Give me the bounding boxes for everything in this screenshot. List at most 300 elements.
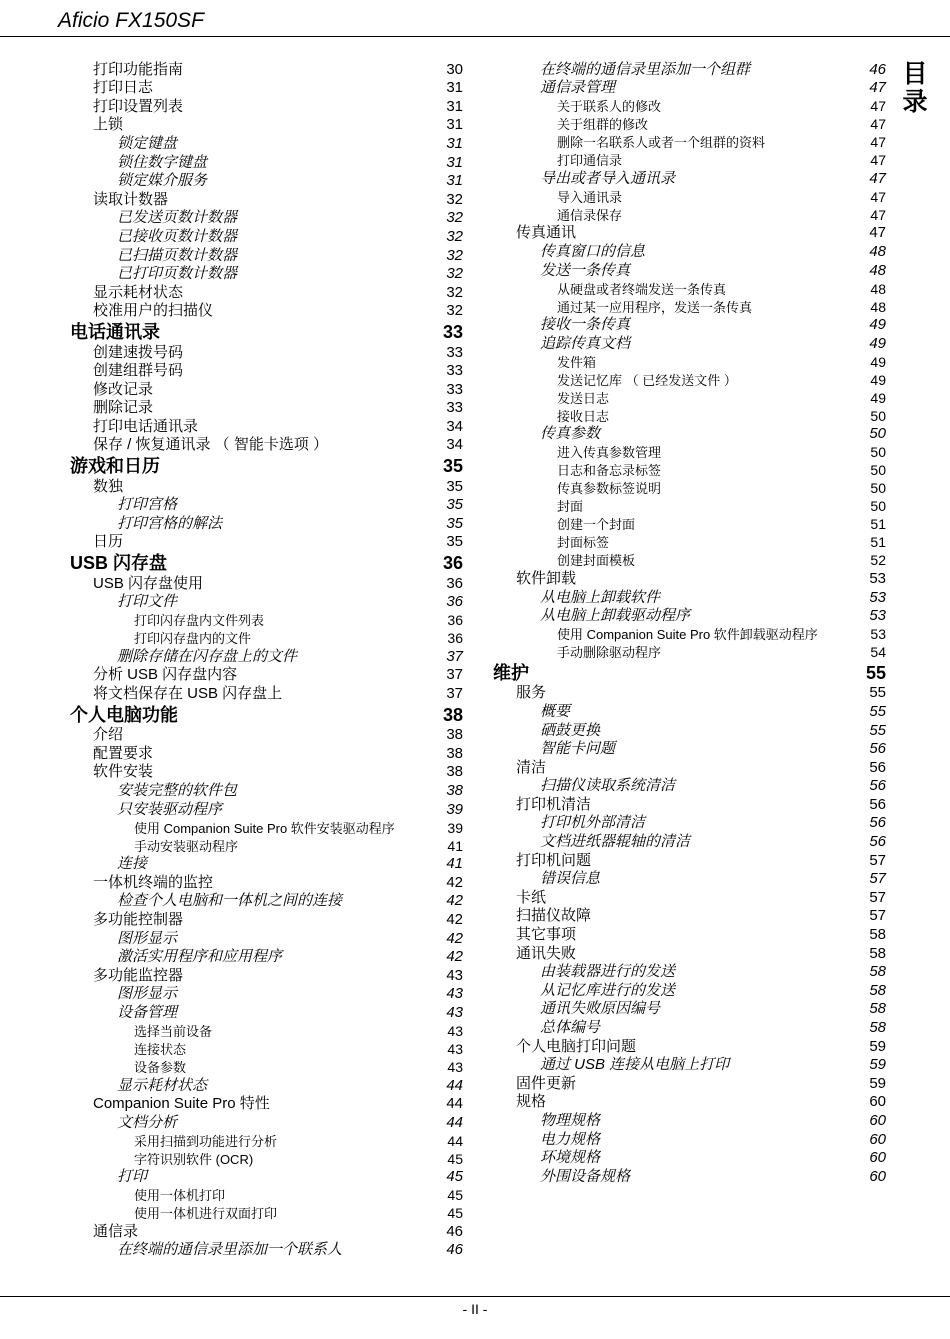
toc-entry-title: 打印设置列表 [93,97,184,115]
toc-entry-title: 数独 [93,477,124,495]
toc-entry[interactable] [493,924,886,943]
toc-entry-page: 57 [869,870,886,888]
toc-entry-page: 32 [446,190,463,208]
toc-entry-title: 删除一名联系人或者一个组群的资料 [557,135,766,151]
toc-entry-title: 通过 USB 连接从电脑上打印 [540,1056,730,1074]
toc-entry[interactable] [493,999,886,1018]
toc-entry[interactable] [70,1075,463,1094]
toc-entry[interactable] [70,947,463,966]
toc-entry[interactable] [70,872,463,891]
toc-entry-page: 31 [446,116,463,134]
toc-entry-page: 38 [446,781,463,799]
toc-entry-title: 打印 [117,1168,148,1186]
toc-entry-page: 60 [869,1149,886,1167]
toc-entry[interactable] [493,869,886,888]
toc-entry[interactable] [70,245,463,264]
toc-entry-page: 35 [446,496,463,514]
toc-entry[interactable] [70,301,463,320]
toc-entry-page: 57 [869,888,886,906]
toc-entry[interactable] [493,720,886,739]
toc-entry[interactable] [493,943,886,962]
toc-entry[interactable] [70,1039,463,1057]
toc-entry-page: 47 [870,188,886,205]
toc-entry[interactable] [493,568,886,587]
toc-entry-title: 介绍 [93,726,124,744]
toc-entry-title: 传真参数 [540,425,601,443]
toc-entry-page: 53 [869,588,886,606]
toc-entry-page: 33 [446,380,463,398]
toc-entry[interactable] [70,342,463,361]
section-tab-char: 目 [902,59,928,88]
toc-chapter-entry[interactable] [70,702,463,725]
toc-entry-title: USB 闪存盘 [70,553,168,574]
toc-entry[interactable] [70,435,463,454]
toc-entry-page: 56 [869,814,886,832]
toc-entry[interactable] [70,780,463,799]
toc-column-right [493,59,886,1185]
toc-entry[interactable] [493,776,886,795]
toc-entry[interactable] [493,701,886,720]
toc-entry[interactable] [70,984,463,1003]
toc-entry[interactable] [493,550,886,568]
toc-entry-title: 分析 USB 闪存盘内容 [93,666,238,684]
toc-entry-title: 规格 [516,1093,547,1111]
page-number: - II - [462,1301,488,1317]
toc-entry-title: 多功能监控器 [93,966,184,984]
toc-entry-title: 使用 Companion Suite Pro 软件卸载驱动程序 [557,627,818,643]
toc-entry-page: 56 [869,833,886,851]
toc-entry[interactable] [70,725,463,744]
toc-entry[interactable] [70,1112,463,1131]
toc-entry-page: 38 [446,744,463,762]
toc-entry[interactable] [70,1203,463,1221]
toc-entry-page: 32 [446,227,463,245]
toc-entry-page: 58 [869,963,886,981]
toc-entry[interactable] [70,1185,463,1203]
toc-entry-page: 48 [869,242,886,260]
toc-entry[interactable] [493,606,886,625]
toc-entry-page: 55 [865,662,886,683]
toc-entry-page: 57 [869,851,886,869]
toc-entry[interactable] [493,460,886,478]
toc-entry[interactable] [70,171,463,190]
toc-entry-title: 已发送页数计数器 [117,209,238,227]
toc-entry[interactable] [493,757,886,776]
toc-entry-title: 文档分析 [117,1113,178,1131]
toc-entry[interactable] [493,683,886,702]
toc-entry[interactable] [493,831,886,850]
toc-entry-title: 锁住数字键盘 [117,153,208,171]
toc-chapter-entry[interactable] [493,660,886,683]
toc-entry[interactable] [493,1073,886,1092]
toc-entry-page: 45 [446,1168,463,1186]
toc-entry-page: 56 [869,740,886,758]
toc-entry[interactable] [493,241,886,260]
toc-entry-title: 打印机问题 [516,851,592,869]
toc-entry-title: 软件安装 [93,763,154,781]
toc-entry-page: 54 [870,644,886,661]
toc-entry[interactable] [70,743,463,762]
toc-entry[interactable] [70,665,463,684]
footer-divider [0,1296,950,1297]
toc-entry-title: 手动安装驱动程序 [134,838,239,854]
toc-entry-page: 38 [446,726,463,744]
toc-entry[interactable] [493,813,886,832]
toc-entry-page: 35 [442,456,463,477]
toc-entry-page: 56 [869,795,886,813]
toc-entry-page: 50 [870,444,886,461]
toc-entry-title: 创建封面模板 [557,553,636,569]
toc-entry[interactable] [70,282,463,301]
toc-entry-title: 打印机外部清洁 [540,814,646,832]
toc-entry-page: 47 [869,79,886,97]
toc-entry[interactable] [493,297,886,315]
toc-entry[interactable] [493,1129,886,1148]
toc-entry-page: 59 [869,1056,886,1074]
toc-entry-page: 48 [870,280,886,297]
toc-entry-title: 电力规格 [540,1130,601,1148]
toc-entry-page: 47 [870,206,886,223]
toc-entry-title: 选择当前设备 [134,1023,213,1039]
toc-entry[interactable] [493,642,886,660]
toc-entry[interactable] [70,532,463,551]
toc-entry-page: 60 [869,1167,886,1185]
toc-entry[interactable] [493,132,886,150]
toc-entry-title: 采用扫描到功能进行分析 [134,1133,278,1149]
toc-entry[interactable] [493,1036,886,1055]
toc-entry-page: 52 [870,552,886,569]
toc-entry-title: 封面 [557,499,584,515]
toc-entry[interactable] [70,592,463,611]
toc-entry-page: 49 [870,353,886,370]
toc-entry-title: 清洁 [516,758,547,776]
toc-entry-title: Companion Suite Pro 特性 [93,1095,270,1113]
toc-entry-page: 50 [870,498,886,515]
toc-entry-page: 43 [447,1022,463,1039]
toc-entry[interactable] [493,478,886,496]
toc-entry-page: 56 [869,777,886,795]
toc-entry-title: 打印闪存盘内的文件 [134,631,252,647]
toc-entry-page: 49 [869,316,886,334]
toc-entry-page: 33 [446,362,463,380]
toc-entry[interactable] [70,1131,463,1149]
toc-entry[interactable] [70,1149,463,1167]
toc-entry[interactable] [493,906,886,925]
toc-entry-title: 连接 [117,855,148,873]
toc-entry[interactable] [493,514,886,532]
toc-entry[interactable] [493,78,886,97]
toc-entry[interactable] [70,1057,463,1075]
toc-entry-page: 49 [869,334,886,352]
toc-entry-page: 44 [447,1132,463,1149]
toc-entry-page: 58 [869,926,886,944]
toc-entry[interactable] [70,264,463,283]
toc-entry[interactable] [70,226,463,245]
toc-entry-page: 55 [869,702,886,720]
toc-entry[interactable] [70,495,463,514]
toc-entry-page: 49 [870,389,886,406]
toc-entry-page: 35 [446,514,463,532]
toc-entry-title: 个人电脑功能 [70,704,178,725]
toc-entry-page: 47 [870,116,886,133]
toc-entry[interactable] [70,96,463,115]
toc-entry[interactable] [493,424,886,443]
toc-entry-title: 配置要求 [93,744,154,762]
toc-entry[interactable] [70,189,463,208]
toc-entry[interactable] [70,115,463,134]
toc-entry-page: 46 [869,60,886,78]
toc-entry-title: 只安装驱动程序 [117,800,223,818]
toc-entry[interactable] [70,1240,463,1259]
toc-entry-title: 通过某一应用程序，发送一条传真 [557,299,753,315]
toc-entry-page: 60 [869,1111,886,1129]
toc-entry-page: 34 [446,436,463,454]
toc-entry-page: 42 [446,873,463,891]
toc-entry-title: 打印功能指南 [93,60,184,78]
toc-entry[interactable] [70,59,463,78]
toc-entry[interactable] [493,59,886,78]
toc-entry[interactable] [70,379,463,398]
toc-entry[interactable] [70,818,463,836]
toc-entry-title: 使用 Companion Suite Pro 软件安装驱动程序 [134,820,395,836]
toc-entry-title: 打印电话通讯录 [93,417,199,435]
toc-entry[interactable] [493,962,886,981]
toc-entry-title: 从记忆库进行的发送 [540,981,676,999]
toc-entry[interactable] [493,1055,886,1074]
toc-entry[interactable] [493,205,886,223]
toc-entry[interactable] [493,333,886,352]
document-header-title: Aficio FX150SF [58,9,204,32]
toc-entry-page: 37 [446,685,463,702]
toc-entry-title: 打印宫格的解法 [117,514,223,532]
toc-entry-title: 已扫描页数计数器 [117,246,238,264]
toc-entry-title: USB 闪存盘使用 [93,574,204,592]
toc-entry[interactable] [70,854,463,873]
toc-entry-page: 43 [446,985,463,1003]
toc-entry-title: 在终端的通信录里添加一个联系人 [117,1241,343,1259]
toc-entry[interactable] [70,1021,463,1039]
toc-entry-title: 设备参数 [134,1059,187,1075]
toc-entry-title: 删除记录 [93,399,154,417]
toc-entry[interactable] [70,646,463,665]
toc-entry-page: 58 [869,944,886,962]
toc-entry-title: 关于组群的修改 [557,117,649,133]
toc-entry[interactable] [70,628,463,646]
toc-entry[interactable] [493,96,886,114]
toc-entry-title: 传真通讯 [516,224,577,242]
toc-entry-page: 50 [870,480,886,497]
toc-entry[interactable] [70,133,463,152]
toc-entry[interactable] [493,150,886,168]
toc-entry[interactable] [493,887,886,906]
toc-entry[interactable] [493,980,886,999]
toc-entry-title: 发送一条传真 [540,261,631,279]
toc-entry[interactable] [493,370,886,388]
toc-entry[interactable] [70,1167,463,1186]
toc-entry-title: 追踪传真文档 [540,334,631,352]
toc-entry-page: 57 [869,907,886,925]
toc-entry-title: 多功能控制器 [93,910,184,928]
toc-entry[interactable] [70,610,463,628]
toc-entry[interactable] [493,388,886,406]
toc-entry-page: 31 [446,134,463,152]
toc-entry-page: 47 [869,169,886,187]
toc-entry-title: 上锁 [93,116,124,134]
toc-entry[interactable] [493,794,886,813]
toc-entry[interactable] [493,624,886,642]
toc-entry-title: 卡纸 [516,888,547,906]
toc-chapter-entry[interactable] [70,550,463,573]
toc-entry-title: 电话通讯录 [70,321,160,342]
toc-entry-title: 导入通讯录 [557,189,623,205]
toc-entry-page: 53 [869,607,886,625]
toc-entry[interactable] [493,496,886,514]
toc-entry[interactable] [493,406,886,424]
toc-entry[interactable] [493,279,886,297]
toc-entry[interactable] [493,223,886,242]
toc-chapter-entry[interactable] [70,453,463,476]
toc-entry-title: 读取计数器 [93,190,169,208]
toc-entry-page: 58 [869,1000,886,1018]
toc-entry-page: 31 [446,79,463,97]
toc-entry[interactable] [493,739,886,758]
toc-entry-title: 由装载器进行的发送 [540,963,676,981]
toc-entry-title: 发件箱 [557,354,597,370]
toc-entry-title: 服务 [516,684,547,702]
toc-entry[interactable] [70,573,463,592]
toc-entry[interactable] [493,1110,886,1129]
toc-entry-title: 维护 [493,662,529,683]
toc-entry-page: 41 [446,855,463,873]
toc-entry[interactable] [70,836,463,854]
toc-entry-page: 44 [446,1076,463,1094]
toc-entry-title: 锁定键盘 [117,134,178,152]
toc-entry-title: 关于联系人的修改 [557,99,662,115]
toc-entry[interactable] [493,260,886,279]
toc-entry[interactable] [70,909,463,928]
toc-entry-page: 31 [446,97,463,115]
toc-entry-title: 锁定媒介服务 [117,172,208,190]
toc-entry-page: 43 [447,1040,463,1057]
toc-entry-title: 接收日志 [557,408,610,424]
toc-entry-page: 32 [446,265,463,283]
toc-entry-title: 已打印页数计数器 [117,265,238,283]
toc-entry-title: 进入传真参数管理 [557,445,662,461]
toc-entry[interactable] [70,416,463,435]
toc-entry-page: 37 [446,666,463,684]
toc-entry[interactable] [493,532,886,550]
toc-entry[interactable] [70,1221,463,1240]
toc-entry-title: 导出或者导入通讯录 [540,169,676,187]
toc-entry-title: 接收一条传真 [540,316,631,334]
toc-entry[interactable] [70,152,463,171]
toc-entry[interactable] [493,187,886,205]
toc-entry-page: 47 [870,152,886,169]
toc-entry-page: 36 [447,630,463,647]
toc-entry-page: 36 [447,612,463,629]
toc-entry-page: 60 [869,1093,886,1111]
toc-entry-title: 将文档保存在 USB 闪存盘上 [93,685,283,702]
toc-entry-page: 41 [447,837,463,854]
toc-entry[interactable] [493,1148,886,1167]
toc-entry-page: 31 [446,153,463,171]
toc-entry[interactable] [493,587,886,606]
toc-entry[interactable] [70,476,463,495]
toc-entry-title: 其它事项 [516,926,577,944]
toc-entry[interactable] [70,891,463,910]
toc-entry-page: 36 [446,593,463,611]
toc-entry-title: 个人电脑打印问题 [516,1037,637,1055]
toc-entry[interactable] [493,442,886,460]
toc-entry-page: 51 [870,534,886,551]
toc-entry-title: 通信录 [93,1222,139,1240]
toc-entry-page: 59 [869,1037,886,1055]
toc-entry-title: 激活实用程序和应用程序 [117,948,283,966]
toc-entry[interactable] [493,850,886,869]
toc-entry[interactable] [70,208,463,227]
toc-entry-title: 一体机终端的监控 [93,873,214,891]
toc-entry-page: 50 [870,462,886,479]
toc-entry[interactable] [70,799,463,818]
toc-entry[interactable] [70,683,463,702]
toc-entry[interactable] [493,315,886,334]
toc-entry-page: 43 [447,1058,463,1075]
toc-entry-page: 33 [442,321,463,342]
toc-entry-title: 软件卸载 [516,569,577,587]
toc-entry-page: 43 [446,966,463,984]
toc-entry[interactable] [70,361,463,380]
toc-entry[interactable] [493,1017,886,1036]
toc-entry-title: 文档进纸器辊轴的清洁 [540,833,691,851]
toc-entry-title: 打印通信录 [557,153,623,169]
toc-entry[interactable] [493,114,886,132]
toc-entry[interactable] [70,965,463,984]
toc-entry[interactable] [493,1092,886,1111]
toc-entry-title: 智能卡问题 [540,740,616,758]
toc-entry-page: 39 [446,800,463,818]
toc-entry-title: 概要 [540,702,571,720]
toc-entry-page: 42 [446,892,463,910]
toc-entry[interactable] [70,1094,463,1113]
toc-entry-page: 48 [869,261,886,279]
toc-entry-title: 创建速拨号码 [93,343,184,361]
toc-entry-title: 删除存储在闪存盘上的文件 [117,647,298,665]
toc-entry-page: 49 [870,371,886,388]
toc-entry-title: 设备管理 [117,1003,178,1021]
toc-entry-title: 通信录管理 [540,79,616,97]
toc-entry[interactable] [493,168,886,187]
toc-entry-page: 38 [442,704,463,725]
toc-entry[interactable] [70,398,463,417]
toc-entry[interactable] [70,1002,463,1021]
toc-entry-page: 58 [869,1019,886,1036]
toc-entry-title: 固件更新 [516,1074,577,1092]
toc-chapter-entry[interactable] [70,319,463,342]
toc-entry[interactable] [493,352,886,370]
toc-entry-title: 修改记录 [93,380,154,398]
toc-entry[interactable] [493,1166,886,1185]
toc-entry-page: 34 [446,417,463,435]
toc-entry-title: 总体编号 [540,1019,601,1036]
toc-entry-page: 47 [869,224,886,242]
toc-entry-page: 55 [869,721,886,739]
toc-entry[interactable] [70,513,463,532]
toc-entry-page: 50 [870,407,886,424]
toc-entry-page: 45 [447,1150,463,1167]
toc-entry[interactable] [70,762,463,781]
toc-entry[interactable] [70,928,463,947]
toc-entry[interactable] [70,78,463,97]
